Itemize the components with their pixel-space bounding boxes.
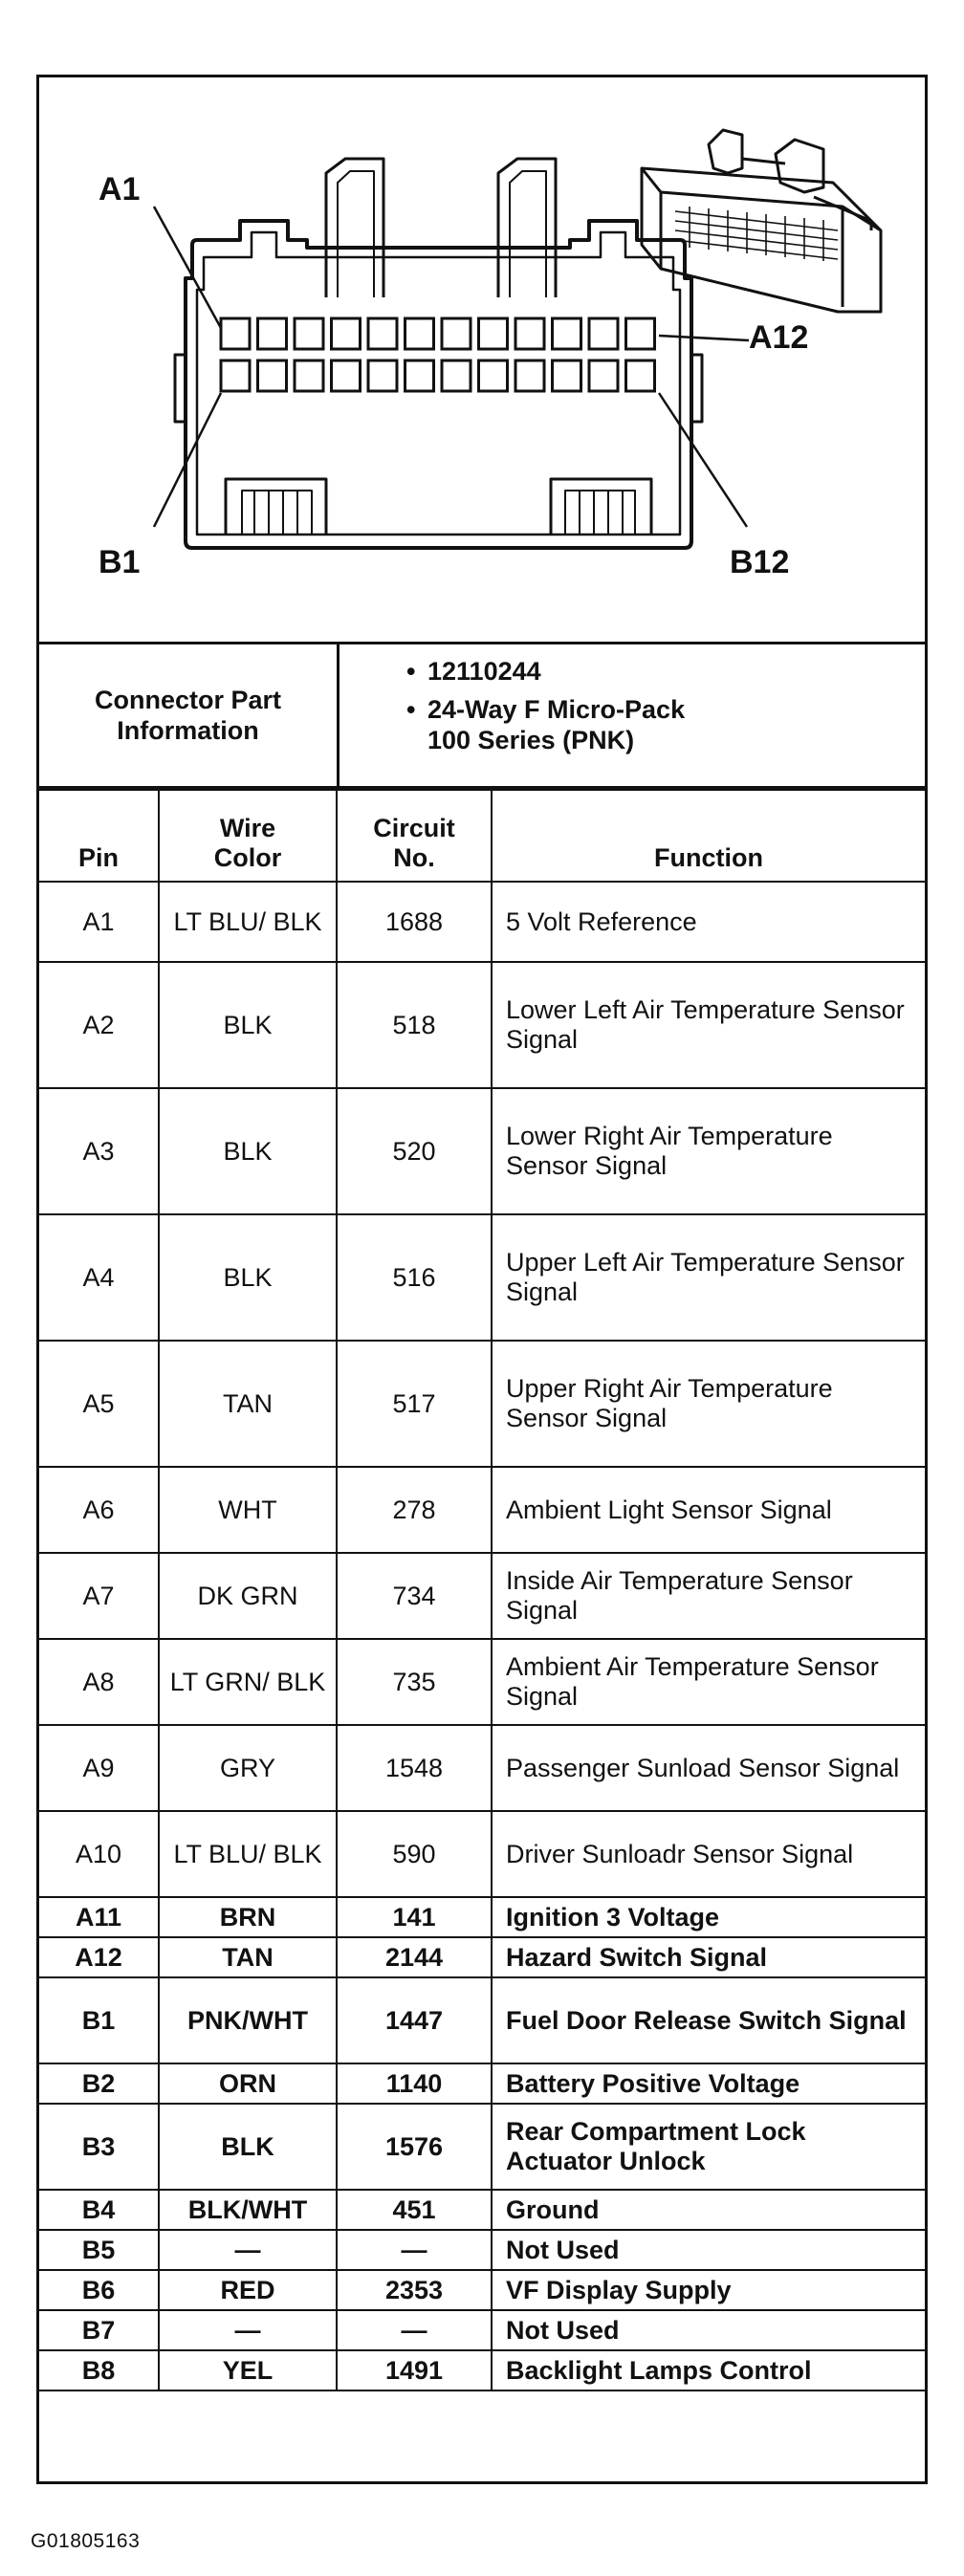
circuit-number-cell: 516 [337,1214,492,1341]
pin-cavity [479,318,508,349]
wire-color-cell: ORN [159,2063,337,2104]
function-cell: Hazard Switch Signal [492,1937,925,1977]
function-cell: Lower Left Air Temperature Sensor Signal [492,962,925,1088]
table-row [39,1553,925,1639]
header-circuit-no: Circuit No. [337,790,492,882]
wire-color-cell: GRY [159,1725,337,1811]
table-row [39,2104,925,2190]
pin-cavities [221,318,655,391]
pin-cell: A10 [39,1811,159,1897]
wire-color-cell: PNK/WHT [159,1977,337,2063]
pin-cavity [368,318,397,349]
circuit-number-cell: 1491 [337,2350,492,2390]
table-row [39,962,925,1088]
wire-color-cell: BLK [159,2104,337,2190]
circuit-number-cell: 451 [337,2190,492,2230]
table-row [39,1897,925,1937]
wire-color-cell: LT BLU/ BLK [159,882,337,962]
pin-cavity [258,360,287,391]
circuit-number-cell: 1447 [337,1977,492,2063]
function-cell: Upper Right Air Temperature Sensor Signal [492,1341,925,1467]
function-cell: VF Display Supply [492,2270,925,2310]
connector-description: • 24-Way F Micro-Pack 100 Series (PNK) [406,694,714,755]
wire-color-cell: LT GRN/ BLK [159,1639,337,1725]
pin-cavity [589,318,618,349]
header-wire-color: Wire Color [159,790,337,882]
wire-color-cell: BRN [159,1897,337,1937]
pin-cell: A5 [39,1341,159,1467]
connector-face-drawing [39,77,925,642]
pin-cell: B4 [39,2190,159,2230]
pin-cell: A9 [39,1725,159,1811]
pin-cavity [405,318,434,349]
header-pin: Pin [39,790,159,882]
function-cell: Ambient Air Temperature Sensor Signal [492,1639,925,1725]
pin-cavity [221,318,250,349]
function-cell: Driver Sunloadr Sensor Signal [492,1811,925,1897]
circuit-number-cell: 1688 [337,882,492,962]
label-b1: B1 [99,544,141,580]
wire-color-cell: BLK [159,1088,337,1214]
circuit-number-cell: 2353 [337,2270,492,2310]
pin-cell: A8 [39,1639,159,1725]
circuit-number-cell: — [337,2230,492,2270]
function-cell: Not Used [492,2310,925,2350]
table-row [39,1341,925,1467]
pin-cavity [442,360,471,391]
circuit-number-cell: 590 [337,1811,492,1897]
wire-color-cell: WHT [159,1467,337,1553]
label-a12: A12 [749,319,809,356]
table-row [39,1639,925,1725]
pin-cavity [626,360,655,391]
circuit-number-cell: 1548 [337,1725,492,1811]
pin-cavity [295,318,323,349]
table-row [39,1214,925,1341]
table-row [39,2230,925,2270]
pin-cavity [553,318,581,349]
wire-color-cell: BLK/WHT [159,2190,337,2230]
pin-cell: A4 [39,1214,159,1341]
pin-cavity [405,360,434,391]
wire-color-cell: RED [159,2270,337,2310]
pin-cavity [626,318,655,349]
table-row [39,1811,925,1897]
pin-cavity [258,318,287,349]
pin-cell: B3 [39,2104,159,2190]
pin-cell: B7 [39,2310,159,2350]
circuit-number-cell: 1576 [337,2104,492,2190]
label-a1: A1 [99,171,141,207]
circuit-number-cell: 141 [337,1897,492,1937]
circuit-number-cell: 517 [337,1341,492,1467]
pin-cavity [295,360,323,391]
pin-cell: B6 [39,2270,159,2310]
circuit-number-cell: — [337,2310,492,2350]
function-cell: Rear Compartment Lock Actuator Unlock [492,2104,925,2190]
wire-color-cell: DK GRN [159,1553,337,1639]
pin-cell: A6 [39,1467,159,1553]
pin-cell: A3 [39,1088,159,1214]
table-row [39,2190,925,2230]
pin-cavity [221,360,250,391]
pin-cavity [515,318,544,349]
wire-color-cell: YEL [159,2350,337,2390]
circuit-number-cell: 278 [337,1467,492,1553]
function-cell: Battery Positive Voltage [492,2063,925,2104]
label-b12: B12 [730,544,790,580]
pin-cavity [368,360,397,391]
pin-cavity [515,360,544,391]
pinout-table [39,789,925,2391]
connector-info-details [340,644,925,786]
table-header-row [39,790,925,882]
table-row [39,1977,925,2063]
pin-cavity [553,360,581,391]
pin-cell: B1 [39,1977,159,2063]
connector-part-information [39,644,925,789]
circuit-number-cell: 735 [337,1639,492,1725]
pin-cavity [332,318,361,349]
function-cell: Not Used [492,2230,925,2270]
header-function: Function [492,790,925,882]
table-row [39,1725,925,1811]
circuit-number-cell: 734 [337,1553,492,1639]
pin-cavity [442,318,471,349]
table-row [39,2270,925,2310]
connector-diagram [39,77,925,644]
pin-cell: A12 [39,1937,159,1977]
table-row [39,1467,925,1553]
pin-cavity [589,360,618,391]
circuit-number-cell: 518 [337,962,492,1088]
function-cell: Lower Right Air Temperature Sensor Signal [492,1088,925,1214]
pin-cell: A7 [39,1553,159,1639]
pin-cavity [479,360,508,391]
function-cell: Backlight Lamps Control [492,2350,925,2390]
wire-color-cell: — [159,2310,337,2350]
connector-sheet [36,75,928,2484]
circuit-number-cell: 2144 [337,1937,492,1977]
circuit-number-cell: 520 [337,1088,492,1214]
function-cell: Ignition 3 Voltage [492,1897,925,1937]
table-row [39,2350,925,2390]
pin-cell: B5 [39,2230,159,2270]
function-cell: Ambient Light Sensor Signal [492,1467,925,1553]
wire-color-cell: LT BLU/ BLK [159,1811,337,1897]
wire-color-cell: TAN [159,1937,337,1977]
wire-color-cell: BLK [159,962,337,1088]
pin-cell: B8 [39,2350,159,2390]
pin-cavity [332,360,361,391]
connector-isometric-pins [675,207,838,261]
pinout-table-body [39,882,925,2390]
pin-cell: A11 [39,1897,159,1937]
function-cell: Passenger Sunload Sensor Signal [492,1725,925,1811]
function-cell: Ground [492,2190,925,2230]
table-row [39,1937,925,1977]
pin-cell: A1 [39,882,159,962]
function-cell: 5 Volt Reference [492,882,925,962]
connector-info-label-text: Connector Part Information [94,686,282,745]
pin-cell: A2 [39,962,159,1088]
circuit-number-cell: 1140 [337,2063,492,2104]
function-cell: Fuel Door Release Switch Signal [492,1977,925,2063]
connector-info-label [39,644,340,786]
figure-code: G01805163 [31,2530,141,2552]
table-row [39,882,925,962]
table-row [39,2310,925,2350]
wire-color-cell: TAN [159,1341,337,1467]
table-row [39,2063,925,2104]
table-row [39,1088,925,1214]
wire-color-cell: BLK [159,1214,337,1341]
pin-cell: B2 [39,2063,159,2104]
part-number: • 12110244 [406,656,925,687]
wire-color-cell: — [159,2230,337,2270]
function-cell: Inside Air Temperature Sensor Signal [492,1553,925,1639]
function-cell: Upper Left Air Temperature Sensor Signal [492,1214,925,1341]
